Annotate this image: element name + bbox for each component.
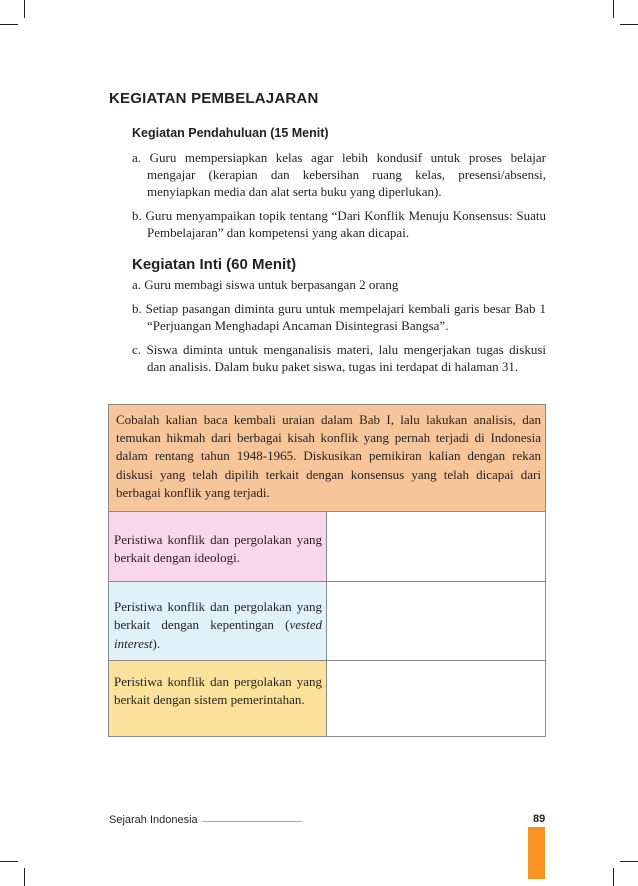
list-item: c. Siswa diminta untuk menganalisis materi, lalu mengerjakan tugas diskusi dan analisis. Dalam buku paket siswa, tugas ini terdapat di halaman 31.: [132, 342, 546, 374]
answer-cell[interactable]: [327, 661, 545, 736]
section-heading: KEGIATAN PEMBELAJARAN: [109, 90, 319, 107]
task-row-label: Peristiwa konflik dan pergolakan yang berkait dengan ideologi.: [109, 512, 327, 581]
answer-cell[interactable]: [327, 582, 545, 660]
list-item: a. Guru membagi siswa untuk berpasangan 2 orang: [132, 277, 399, 292]
list-item: b. Guru menyampaikan topik tentang “Dari Konflik Menuju Konsensus: Suatu Pembelajaran” dan kompetensi yang akan dicapai.: [132, 208, 546, 240]
crop-mark: [613, 868, 614, 886]
footer-rule: [202, 821, 302, 822]
list-item: a. Guru mempersiapkan kelas agar lebih kondusif untuk proses belajar mengajar (kerapian dan kebersihan ruang kelas, presensi/absensi, menyiapkan media dan alat serta buku yang diperlukan).: [132, 150, 546, 199]
inti-list: [132, 276, 546, 382]
inti-title: Kegiatan Inti (60 Menit): [132, 256, 297, 273]
list-item: b. Setiap pasangan diminta guru untuk mempelajari kembali garis besar Bab 1 “Perjuangan Menghadapi Ancaman Disintegrasi Bangsa”.: [132, 301, 546, 333]
crop-mark: [0, 24, 18, 25]
crop-mark: [613, 0, 614, 18]
pendahuluan-list: [132, 149, 546, 248]
crop-mark: [620, 861, 638, 862]
task-row-vested-interest: [109, 582, 545, 661]
task-instruction: Cobalah kalian baca kembali uraian dalam Bab I, lalu lakukan analisis, dan temukan hikmah dari berbagai kisah konflik yang pernah terjadi di Indonesia dalam rentang tahun 1948-1965. Diskusikan pemikiran kalian dengan rekan diskusi yang telah dipilih terkait dengan konsensus yang telah dicapai dari berbagai konflik yang terjadi.: [109, 405, 545, 512]
page-number: 89: [533, 813, 546, 825]
crop-mark: [24, 868, 25, 886]
task-row-label: Peristiwa konflik dan pergolakan yang berkait dengan kepentingan (vested interest).: [109, 582, 327, 660]
book-title: Sejarah Indonesia: [109, 814, 198, 826]
crop-mark: [0, 861, 18, 862]
task-row-label: Peristiwa konflik dan pergolakan yang berkait dengan sistem pemerintahan.: [109, 661, 327, 736]
crop-mark: [620, 24, 638, 25]
crop-mark: [24, 0, 25, 18]
answer-cell[interactable]: [327, 512, 545, 581]
task-row-government: [109, 661, 545, 736]
page-tab: [528, 827, 545, 879]
pendahuluan-title: Kegiatan Pendahuluan (15 Menit): [132, 126, 329, 140]
task-box: [108, 404, 546, 737]
task-row-ideology: [109, 512, 545, 582]
